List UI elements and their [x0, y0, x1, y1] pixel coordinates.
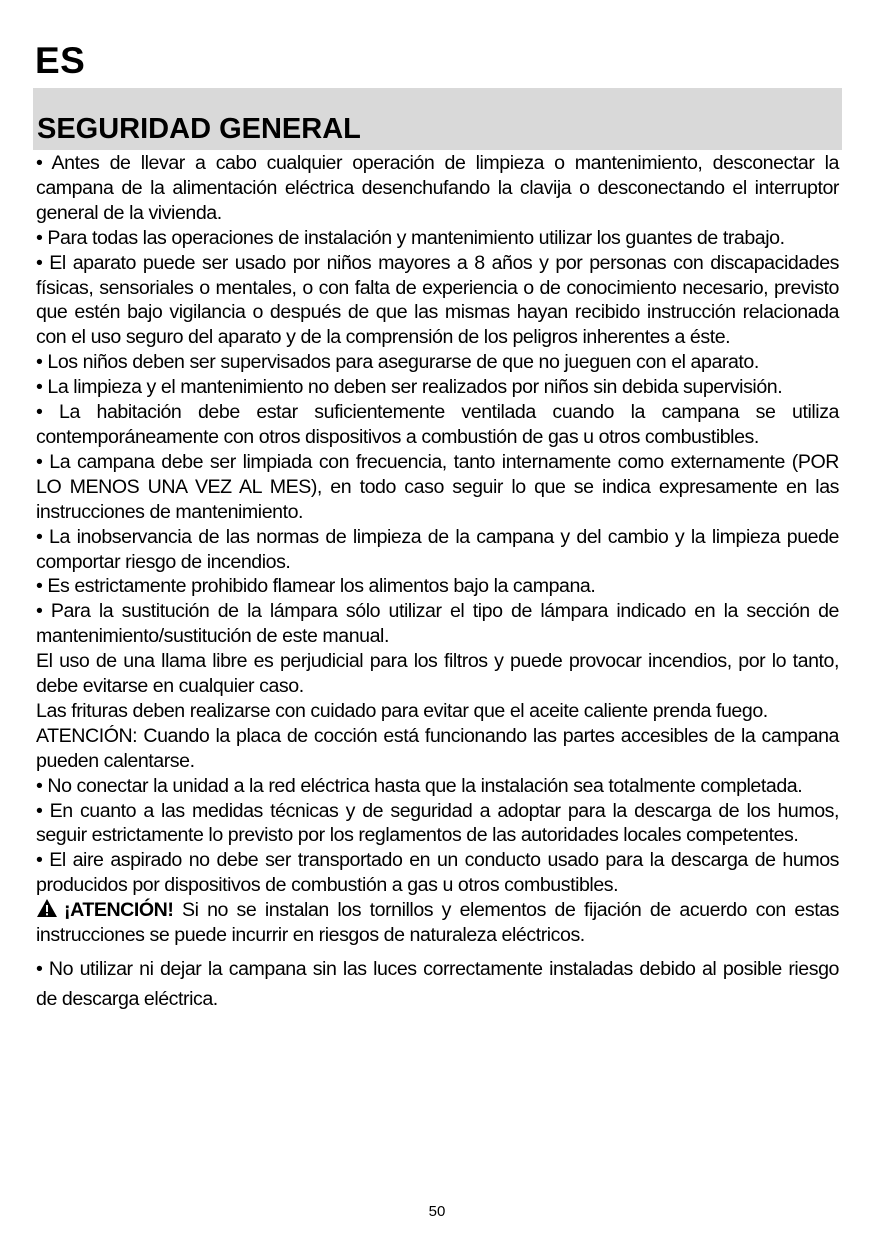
paragraph-no-flambe: • Es estrictamente prohibido flamear los alimentos bajo la campana.	[36, 575, 596, 598]
paragraph-connect-after-install: • No conectar la unidad a la red eléctrica hasta que la instalación sea totalmente completada.	[36, 774, 803, 797]
paragraph-children-supervision: • Los niños deben ser supervisados para asegurarse de que no jueguen con el aparato.	[36, 351, 759, 374]
warning-label: ¡ATENCIÓN!	[64, 899, 174, 922]
safety-instructions	[36, 151, 839, 1014]
paragraph-lamp-replacement: • Para la sustitución de la lámpara sólo utilizar el tipo de lámpara indicado en la sección de mantenimiento/sustitución de este manual.	[36, 600, 839, 648]
paragraph-frying: Las frituras deben realizarse con cuidado para evitar que el aceite caliente prenda fuego.	[36, 699, 768, 722]
paragraph-air-duct: • El aire aspirado no debe ser transportado en un conducto usado para la descarga de humos producidos por dispositivos de combustión a gas u otros combustibles.	[36, 849, 839, 897]
paragraph-open-flame: El uso de una llama libre es perjudicial para los filtros y puede provocar incendios, por lo tanto, debe evitarse en cualquier caso.	[36, 650, 839, 698]
paragraph-hot-parts: ATENCIÓN: Cuando la placa de cocción está funcionando las partes accesibles de la campana pueden calentarse.	[36, 724, 839, 772]
paragraph-cleaning-by-children: • La limpieza y el mantenimiento no deben ser realizados por niños sin debida supervisión.	[36, 376, 783, 399]
section-title: SEGURIDAD GENERAL	[37, 113, 361, 145]
warning-paragraph	[36, 898, 839, 948]
paragraph-gloves: • Para todas las operaciones de instalación y mantenimiento utilizar los guantes de trabajo.	[36, 226, 785, 249]
page-number: 50	[428, 1203, 446, 1220]
paragraph-ventilation: • La habitación debe estar suficientemente ventilada cuando la campana se utiliza contemporáneamente con otros dispositivos a combustión de gas u otros combustibles.	[36, 401, 839, 448]
paragraph-lights-installed: • No utilizar ni dejar la campana sin las luces correctamente instaladas debido al posible riesgo de descarga eléctrica.	[36, 958, 839, 1010]
warning-triangle-icon	[36, 898, 58, 918]
language-code: ES	[35, 40, 86, 81]
paragraph-children-disabilities: • El aparato puede ser usado por niños mayores a 8 años y por personas con discapacidades físicas, sensoriales o mentales, o con falta de experiencia o de conocimiento necesario, previsto que estén bajo vigilancia o después de que las mismas hayan recibido instrucción relacionada con el uso seguro del aparato y de la comprensión de los peligros inherentes a éste.	[36, 251, 839, 349]
paragraph-fume-regulations: • En cuanto a las medidas técnicas y de seguridad a adoptar para la descarga de los humos, seguir estrictamente lo previsto por los reglamentos de las autoridades locales competentes.	[36, 799, 839, 847]
paragraph-cleaning-frequency: • La campana debe ser limpiada con frecuencia, tanto internamente como externamente (POR LO MENOS UNA VEZ AL MES), en todo caso seguir lo que se indica expresamente en las instrucciones de mantenimiento.	[36, 450, 839, 523]
paragraph-disconnect-power: • Antes de llevar a cabo cualquier operación de limpieza o mantenimiento, desconectar la campana de la alimentación eléctrica desenchufando la clavija o desconectando el interruptor general de la vivienda.	[36, 152, 839, 224]
warning-text: Si no se instalan los tornillos y elementos de fijación de acuerdo con estas instrucciones se puede incurrir en riesgos de naturaleza eléctricos.	[36, 899, 839, 947]
section-header-bar	[33, 88, 842, 150]
paragraph-fire-risk: • La inobservancia de las normas de limpieza de la campana y del cambio y la limpieza puede comportar riesgo de incendios.	[36, 525, 839, 573]
